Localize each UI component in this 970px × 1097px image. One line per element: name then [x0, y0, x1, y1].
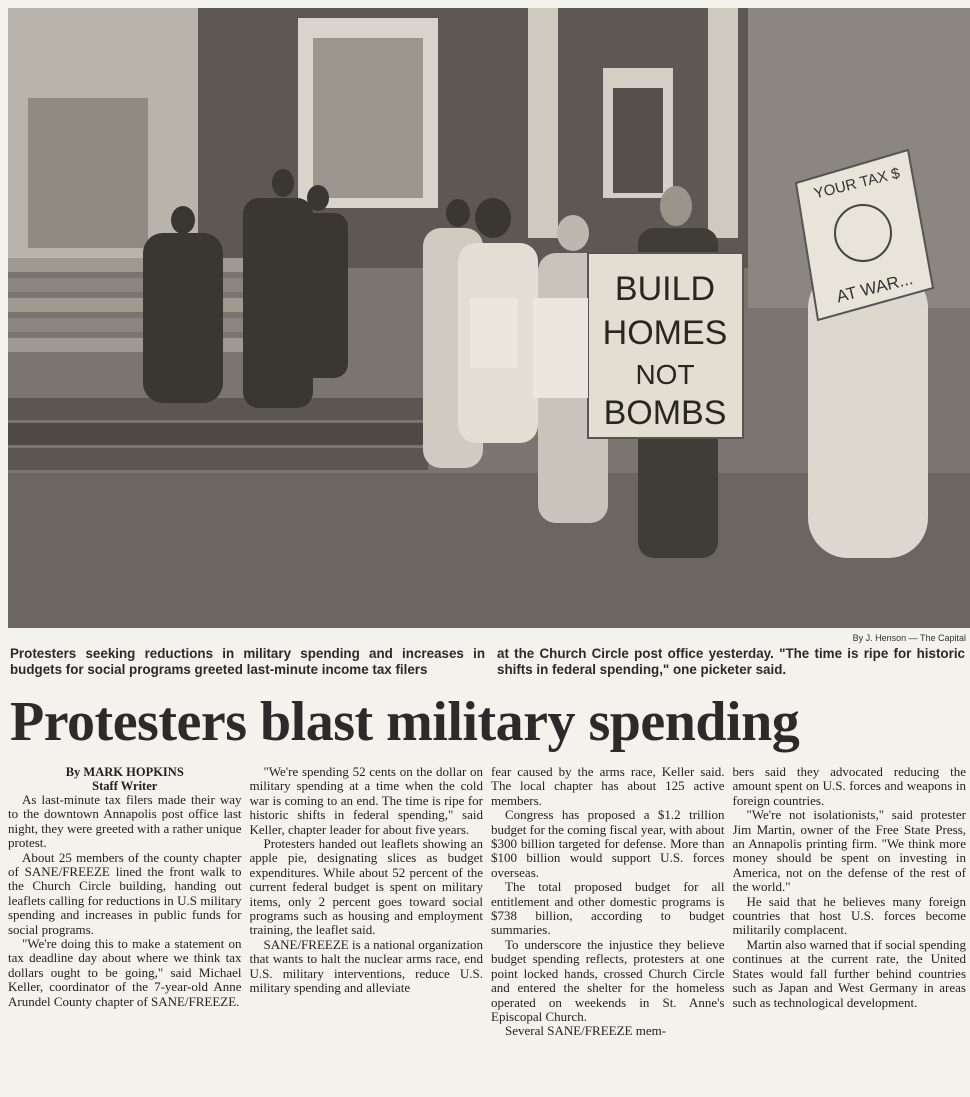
paragraph: About 25 members of the county chapter of SANE/FREEZE lined the front walk to the Church Circle building, handing out leaflets calling for reductions in U.S military spending and increases in public funds for social programs.: [8, 849, 242, 937]
article-column-1: [8, 765, 242, 1095]
svg-text:AT WAR...: AT WAR...: [834, 269, 915, 307]
paragraph: "We're not isolationists," said protester Jim Martin, owner of the Free State Press, an Annapolis printing firm. "We think more money should be spent on investing in America, not on the defense of the rest of the world.": [732, 807, 966, 895]
small-placard: [470, 298, 518, 368]
news-photo: [8, 8, 970, 628]
paragraph: "We're doing this to make a statement on tax deadline day about where we think tax dollars ought to be going," said Michael Keller, coordinator of the 7-year-old Anne Arundel County chapter of SANE/FREEZE.: [8, 936, 242, 1009]
svg-text:HOMES: HOMES: [602, 314, 728, 352]
article-body: [8, 765, 966, 1095]
paragraph: Protesters handed out leaflets showing an apple pie, designating slices as budget expenditures. While about 52 percent of the current federal budget is spent on military items, only 2 percent goes toward social programs such as housing and employment training, the leaflet said.: [249, 836, 483, 938]
paragraph: As last-minute tax filers made their way to the downtown Annapolis post office last night, they were greeted with a rather unique protest.: [8, 792, 242, 851]
paragraph: fear caused by the arms race, Keller said. The local chapter has about 125 active members.: [491, 765, 725, 808]
svg-text:YOUR TAX $: YOUR TAX $: [812, 164, 902, 203]
photo-caption-left: Protesters seeking reductions in military spending and increases in budgets for social programs greeted last-minute income tax filers: [10, 646, 485, 677]
article-column-4: [733, 765, 967, 1095]
paragraph: He said that he believes many foreign countries that host U.S. forces become militarily complacent.: [732, 893, 966, 938]
svg-text:NOT: NOT: [635, 359, 695, 390]
article-column-3: [491, 765, 725, 1095]
paragraph: The total proposed budget for all entitlement and other domestic programs is $738 billion, according to budget summaries.: [491, 879, 725, 938]
small-placard: [533, 298, 588, 398]
byline: [8, 765, 242, 793]
byline-author: By MARK HOPKINS: [65, 765, 184, 779]
svg-text:BUILD: BUILD: [614, 270, 716, 308]
photo-caption-right: at the Church Circle post office yesterday. "The time is ripe for historic shifts in federal spending," one picketer said.: [497, 646, 965, 677]
svg-text:BOMBS: BOMBS: [603, 394, 727, 432]
build-homes-not-bombs-sign: [588, 253, 743, 438]
protest-photo-illustration: [8, 8, 970, 628]
paragraph: Several SANE/FREEZE mem-: [505, 1023, 667, 1039]
article-column-2: [250, 765, 484, 1095]
paragraph: Martin also warned that if social spending continues at the current rate, the United States would fall further behind countries such as Japan and West Germany in areas such as technological development.: [732, 936, 966, 1010]
paragraph: "We're spending 52 cents on the dollar on military spending at a time when the cold war is coming to an end. The time is ripe for historic shifts in federal spending," said Keller, chapter leader for about five years.: [249, 765, 483, 837]
byline-role: Staff Writer: [92, 779, 158, 793]
headline: Protesters blast military spending: [10, 691, 800, 753]
photo-credit: By J. Henson — The Capital: [852, 633, 966, 643]
paragraph: To underscore the injustice they believe budget spending reflects, protesters at one point locked hands, crossed Church Circle and entered the shelter for the homeless operated on weekends in St. Anne's Episcopal Church.: [491, 936, 725, 1024]
paragraph: Congress has proposed a $1.2 trillion budget for the coming fiscal year, with about $300 billion targeted for defense. More than $100 billion would support U.S. forces overseas.: [491, 807, 725, 880]
paragraph: bers said they advocated reducing the amount spent on U.S. forces and weapons in foreign countries.: [732, 765, 966, 808]
paragraph: SANE/FREEZE is a national organization that wants to halt the nuclear arms race, end U.S. military interventions, reduce U.S. military spending and alleviate: [249, 936, 483, 996]
